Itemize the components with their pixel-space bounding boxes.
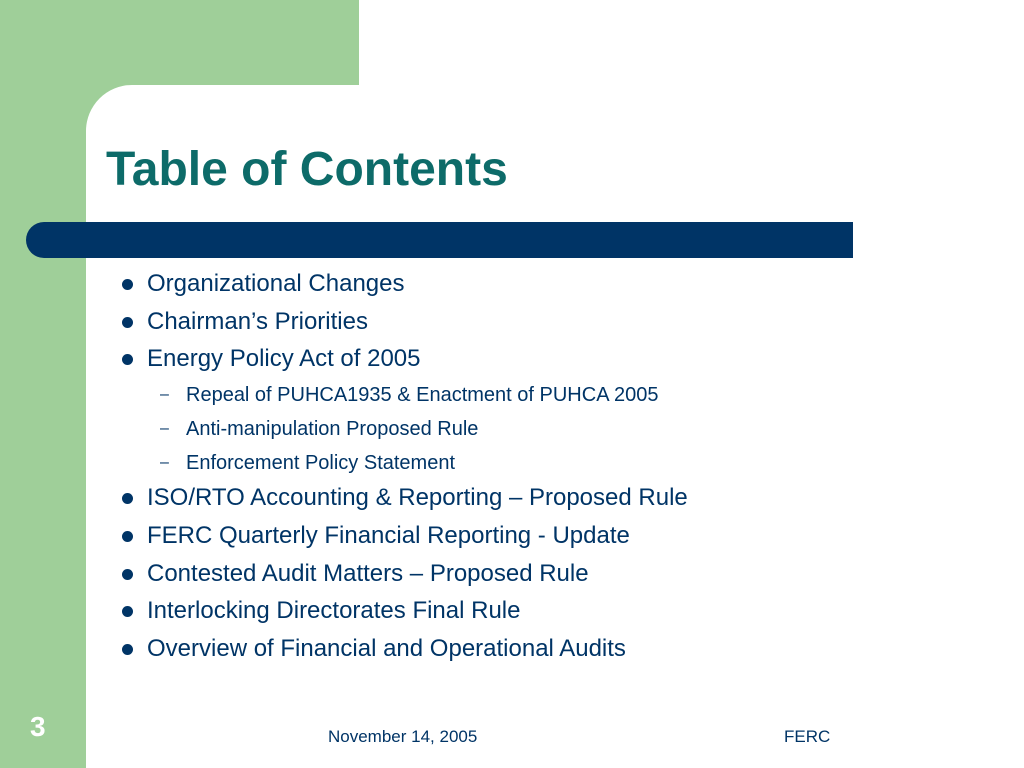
bullet-item [122,559,589,589]
bullet-item [122,307,368,337]
bullet-item [122,521,630,551]
bullet-item [122,634,626,664]
sub-bullet-item [160,450,455,476]
bullet-dot-icon [122,354,133,365]
sub-bullet-label: Repeal of PUHCA1935 & Enactment of PUHCA 2005 [186,384,659,406]
bullet-item [122,344,421,374]
dash-marker: – [160,386,169,403]
bullet-label: Energy Policy Act of 2005 [147,345,421,372]
sub-bullet-item [160,416,478,442]
bullet-dot-icon [122,493,133,504]
bullet-label: Interlocking Directorates Final Rule [147,597,521,624]
bullet-label: Chairman’s Priorities [147,308,368,335]
slide-title: Table of Contents [106,143,508,196]
dash-marker: – [160,454,169,471]
dash-marker: – [160,420,169,437]
bullet-item [122,596,521,626]
slide-number: 3 [30,711,46,742]
bullet-dot-icon [122,279,133,290]
sub-bullet-item [160,382,658,408]
sub-bullet-label: Enforcement Policy Statement [186,452,456,474]
bullet-label: Organizational Changes [147,270,405,297]
bullet-dot-icon [122,569,133,580]
bullet-dot-icon [122,531,133,542]
bullet-label: ISO/RTO Accounting & Reporting – Proposed Rule [147,484,688,511]
bullet-label: FERC Quarterly Financial Reporting - Update [147,522,630,549]
bullet-item [122,483,688,513]
bullet-label: Overview of Financial and Operational Audits [147,635,626,662]
footer-organization: FERC [784,727,831,746]
footer-date: November 14, 2005 [328,727,478,746]
bullet-item [122,269,405,299]
bullet-label: Contested Audit Matters – Proposed Rule [147,560,589,587]
sub-bullet-label: Anti-manipulation Proposed Rule [186,418,479,440]
bullet-dot-icon [122,606,133,617]
bullet-dot-icon [122,317,133,328]
bullet-dot-icon [122,644,133,655]
